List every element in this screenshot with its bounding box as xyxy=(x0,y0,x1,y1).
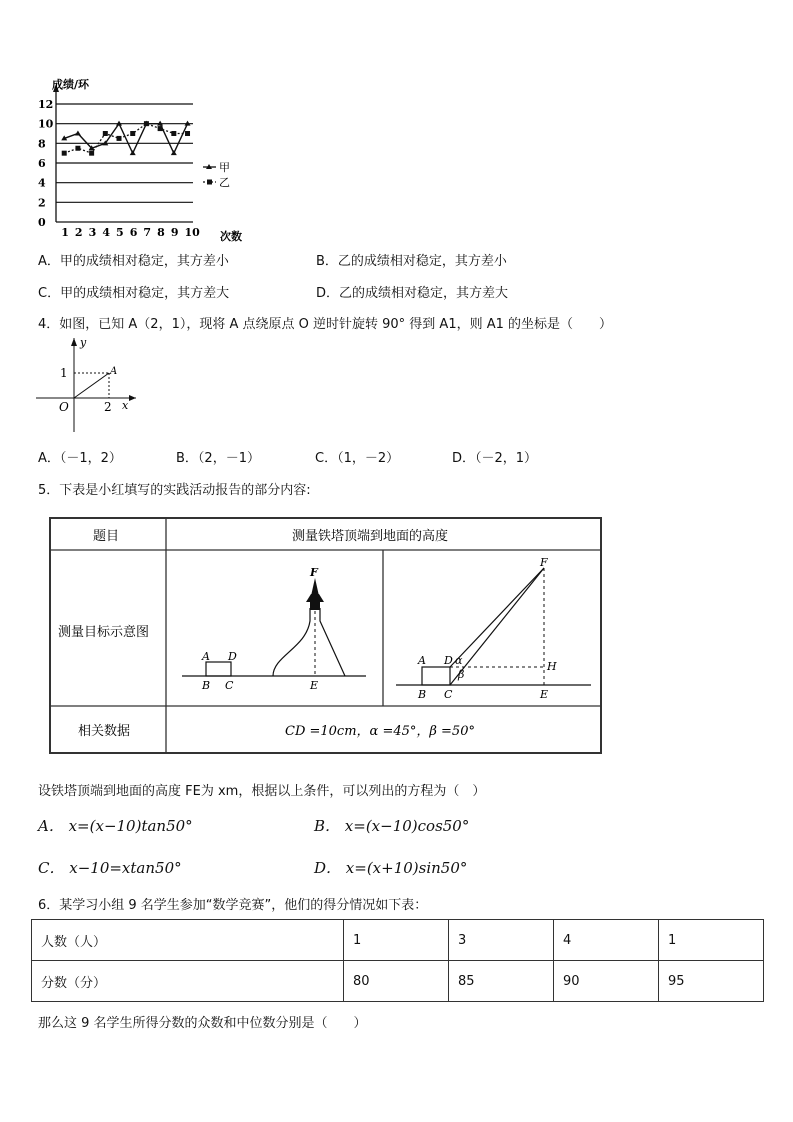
fig1-label-a: A xyxy=(202,650,210,663)
legend-label-jia: 甲 xyxy=(219,161,230,174)
table-cell: 90 xyxy=(554,961,659,1002)
tick-2: 2 xyxy=(104,400,112,414)
table-data-values: CD =10cm，α =45°，β =50° xyxy=(285,724,475,739)
q4-option-b: B．（2，－1） xyxy=(176,451,260,466)
tower-diagram xyxy=(182,566,366,692)
q4-coordinate-figure xyxy=(36,336,141,436)
point-yi xyxy=(171,131,176,136)
fig1-label-b: B xyxy=(202,679,211,692)
q5-option-b: B． x=(x−10)cos50° xyxy=(314,817,470,835)
x-tick-label: 4 xyxy=(102,226,110,239)
table-row xyxy=(32,961,764,1002)
table-cell: 85 xyxy=(449,961,554,1002)
table-cell: 1 xyxy=(344,920,449,961)
point-jia xyxy=(171,150,177,155)
q6-score-table xyxy=(31,919,764,1002)
q3-option-c: C．甲的成绩相对稳定，其方差大 xyxy=(38,286,230,301)
x-tick-label: 3 xyxy=(88,226,97,239)
point-yi xyxy=(158,126,163,131)
q4-option-d: D．（－2，1） xyxy=(452,451,538,466)
angle-diagram xyxy=(396,556,591,701)
point-yi xyxy=(185,131,190,136)
y-label: y xyxy=(80,336,87,349)
y-tick-label: 12 xyxy=(38,98,54,111)
fig2-label-h: H xyxy=(547,660,557,673)
q5-option-d: D． x=(x+10)sin50° xyxy=(314,859,468,877)
q4-option-a: A．（－1，2） xyxy=(38,451,122,466)
fig2-label-f: F xyxy=(540,556,548,569)
y-axis-label: 成绩/环 xyxy=(52,78,90,91)
q4-stem: 4．如图，已知 A（2，1），现将 A 点绕原点 O 逆时针旋转 90° 得到 A1，则 A1 的坐标是（ ） xyxy=(38,317,613,332)
q3-option-a: A．甲的成绩相对稳定，其方差小 xyxy=(38,254,229,269)
x-tick-label: 7 xyxy=(143,226,152,239)
tick-1: 1 xyxy=(60,366,68,380)
fig1-label-f: F xyxy=(310,566,318,579)
fig2-label-a: A xyxy=(418,654,426,667)
q3-option-d: D．乙的成绩相对稳定，其方差大 xyxy=(316,286,509,301)
fig2-label-b: B xyxy=(418,688,427,701)
q3-line-chart xyxy=(28,76,258,244)
x-tick-label: 8 xyxy=(157,226,165,239)
q6-question: 那么这 9 名学生所得分数的众数和中位数分别是（ ） xyxy=(38,1016,367,1031)
point-yi xyxy=(62,151,67,156)
table-header-title: 测量铁塔顶端到地面的高度 xyxy=(292,529,449,544)
y-tick-label: 10 xyxy=(38,117,54,131)
x-tick-label: 6 xyxy=(129,226,138,239)
q5-option-a: A． x=(x−10)tan50° xyxy=(38,817,193,835)
x-tick-label: 1 xyxy=(61,226,69,239)
fig1-label-d: D xyxy=(228,650,237,663)
table-row-data-label: 相关数据 xyxy=(78,724,131,739)
fig2-label-alpha: α xyxy=(455,654,463,667)
y-tick-label: 8 xyxy=(38,137,46,151)
table-row xyxy=(32,920,764,961)
table-cell: 4 xyxy=(554,920,659,961)
origin-label: O xyxy=(59,400,69,414)
y-tick-label: 2 xyxy=(38,196,46,210)
table-cell: 1 xyxy=(659,920,764,961)
fig2-label-d: D xyxy=(444,654,453,667)
point-jia xyxy=(75,131,81,136)
point-yi xyxy=(75,146,80,151)
x-label: x xyxy=(122,399,129,412)
q4-option-c: C．（1，－2） xyxy=(315,451,400,466)
y-tick-label: 6 xyxy=(38,157,46,170)
y-tick-label: 0 xyxy=(38,216,46,229)
table-cell: 分数（分） xyxy=(32,961,344,1002)
table-cell: 95 xyxy=(659,961,764,1002)
table-cell: 3 xyxy=(449,920,554,961)
table-cell: 人数（人） xyxy=(32,920,344,961)
point-yi xyxy=(144,121,149,126)
x-axis-label: 次数 xyxy=(220,230,242,243)
point-a-label: A xyxy=(110,366,118,377)
q5-report-table xyxy=(48,516,604,756)
q5-prompt: 设铁塔顶端到地面的高度 FE为 xm，根据以上条件，可以列出的方程为（ ） xyxy=(38,784,486,799)
q3-option-b: B．乙的成绩相对稳定，其方差小 xyxy=(316,254,507,269)
fig2-label-c: C xyxy=(444,688,453,701)
series-line-jia xyxy=(64,124,187,153)
chart-legend xyxy=(203,161,230,189)
table-cell: 80 xyxy=(344,961,449,1002)
x-tick-label: 2 xyxy=(74,226,83,239)
fig1-label-e: E xyxy=(310,679,319,692)
q5-stem: 5．下表是小红填写的实践活动报告的部分内容: xyxy=(38,483,311,498)
y-tick-label: 4 xyxy=(38,176,46,190)
point-yi xyxy=(89,151,94,156)
table-row-diagram-label: 测量目标示意图 xyxy=(58,625,150,640)
fig2-label-e: E xyxy=(540,688,549,701)
x-tick-label: 10 xyxy=(184,226,200,239)
point-yi xyxy=(130,131,135,136)
x-tick-label: 9 xyxy=(170,226,179,239)
q5-option-c: C． x−10=xtan50° xyxy=(38,859,182,877)
fig2-label-beta: β xyxy=(458,668,465,681)
q6-stem: 6．某学习小组 9 名学生参加“数学竞赛”，他们的得分情况如下表： xyxy=(38,898,428,913)
fig1-label-c: C xyxy=(225,679,234,692)
point-yi xyxy=(103,131,108,136)
point-jia xyxy=(130,150,136,155)
point-yi xyxy=(117,136,122,141)
legend-label-yi: 乙 xyxy=(219,176,230,189)
x-tick-label: 5 xyxy=(116,226,124,239)
chart-plot xyxy=(53,84,193,222)
table-header-topic: 题目 xyxy=(93,529,120,544)
